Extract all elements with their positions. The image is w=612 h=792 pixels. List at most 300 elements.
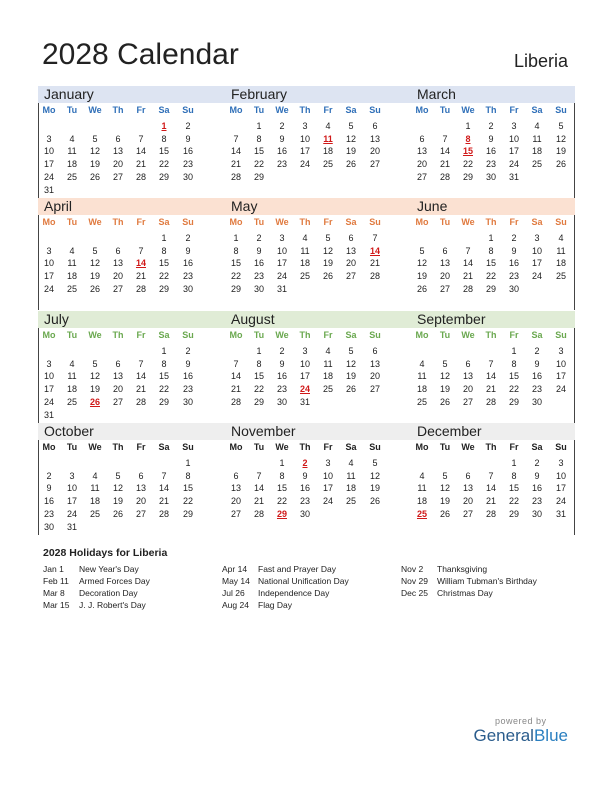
day-cell: 19 bbox=[439, 496, 450, 507]
day-cell: 7 bbox=[488, 470, 494, 481]
weekday-label: Su bbox=[555, 217, 567, 227]
weekday-label: Fr bbox=[136, 330, 146, 340]
weekday-label: Tu bbox=[66, 330, 78, 340]
day-cell: 25 bbox=[66, 396, 77, 407]
day-cell: 3 bbox=[325, 458, 331, 468]
day-cell: 16 bbox=[299, 483, 310, 494]
day-cell: 4 bbox=[302, 233, 308, 243]
day-cell: 30 bbox=[299, 508, 310, 519]
weekday-label: Sa bbox=[531, 217, 543, 227]
day-cell: 8 bbox=[279, 470, 285, 481]
day-cell: 22 bbox=[276, 496, 287, 507]
day-cell: 9 bbox=[185, 133, 191, 144]
day-cell: 12 bbox=[369, 470, 380, 481]
day-cell: 15 bbox=[276, 483, 287, 494]
holidays-title: 2028 Holidays for Liberia bbox=[43, 547, 168, 559]
day-cell: 27 bbox=[230, 508, 241, 519]
day-cell: 20 bbox=[462, 384, 473, 395]
day-cell: 12 bbox=[439, 371, 450, 382]
weekday-label: Su bbox=[182, 330, 194, 340]
weekday-label: Fr bbox=[509, 330, 519, 340]
holiday-name: Thanksgiving bbox=[437, 564, 488, 574]
weekday-label: Fr bbox=[136, 217, 146, 227]
holiday-item bbox=[43, 599, 150, 611]
holiday-item bbox=[222, 563, 349, 575]
day-cell: 29 bbox=[253, 171, 264, 182]
day-cell: 24 bbox=[276, 271, 287, 282]
holiday-day-cell: 14 bbox=[135, 258, 146, 269]
day-cell: 30 bbox=[182, 283, 193, 294]
day-cell: 24 bbox=[555, 496, 566, 507]
day-cell: 11 bbox=[67, 258, 77, 269]
weekday-label: Tu bbox=[439, 442, 451, 452]
day-cell: 9 bbox=[511, 245, 517, 256]
day-cell: 28 bbox=[230, 396, 241, 407]
month-block bbox=[411, 311, 575, 423]
day-cell: 13 bbox=[462, 371, 473, 382]
day-cell: 7 bbox=[465, 245, 471, 256]
day-cell: 18 bbox=[299, 258, 310, 269]
day-cell: 2 bbox=[185, 346, 191, 356]
day-cell: 2 bbox=[256, 233, 262, 243]
day-cell: 17 bbox=[276, 258, 287, 269]
day-cell: 17 bbox=[508, 146, 519, 157]
day-cell: 29 bbox=[182, 508, 193, 519]
day-cell: 16 bbox=[253, 258, 264, 269]
month-block bbox=[225, 311, 412, 423]
weekday-label: We bbox=[275, 330, 289, 340]
day-cell: 25 bbox=[299, 271, 310, 282]
day-cell: 3 bbox=[534, 233, 540, 243]
day-cell: 13 bbox=[416, 146, 427, 157]
day-cell: 1 bbox=[279, 458, 285, 468]
month-block bbox=[225, 86, 412, 198]
weekday-header bbox=[225, 105, 412, 117]
weekday-label: Sa bbox=[158, 330, 170, 340]
day-cell: 13 bbox=[135, 483, 146, 494]
weekday-label: We bbox=[461, 105, 475, 115]
day-cell: 17 bbox=[299, 371, 310, 382]
day-cell: 24 bbox=[555, 384, 566, 395]
day-cell: 6 bbox=[442, 245, 448, 256]
day-cell: 18 bbox=[66, 271, 77, 282]
day-cell: 21 bbox=[230, 384, 241, 395]
holiday-name: William Tubman's Birthday bbox=[437, 576, 537, 586]
holiday-date: Aug 24 bbox=[222, 600, 249, 610]
month-name: November bbox=[225, 423, 412, 440]
day-cell: 20 bbox=[439, 271, 450, 282]
month-name: February bbox=[225, 86, 412, 103]
day-cell: 15 bbox=[485, 258, 496, 269]
day-cell: 28 bbox=[135, 171, 146, 182]
day-cell: 8 bbox=[488, 245, 494, 256]
holiday-name: J. J. Robert's Day bbox=[79, 600, 146, 610]
day-cell: 5 bbox=[558, 121, 564, 131]
day-cell: 28 bbox=[253, 508, 264, 519]
day-cell: 13 bbox=[112, 371, 123, 382]
holiday-item bbox=[401, 563, 537, 575]
day-cell: 27 bbox=[112, 171, 123, 182]
day-cell: 5 bbox=[92, 358, 98, 369]
day-cell: 22 bbox=[508, 384, 519, 395]
weekday-label: Mo bbox=[229, 330, 243, 340]
day-cell: 25 bbox=[66, 171, 77, 182]
day-cell: 24 bbox=[43, 283, 54, 294]
day-cell: 10 bbox=[299, 358, 310, 369]
day-cell: 30 bbox=[276, 396, 287, 407]
day-cell: 22 bbox=[508, 496, 519, 507]
weekday-label: Fr bbox=[509, 105, 519, 115]
day-cell: 23 bbox=[182, 271, 193, 282]
weekday-label: Tu bbox=[439, 330, 451, 340]
weekday-label: Mo bbox=[415, 217, 429, 227]
weekday-header bbox=[411, 217, 575, 229]
day-cell: 9 bbox=[185, 358, 191, 369]
day-cell: 9 bbox=[488, 133, 494, 144]
day-cell: 17 bbox=[555, 371, 566, 382]
day-cell: 20 bbox=[112, 271, 123, 282]
day-cell: 21 bbox=[135, 384, 146, 395]
day-cell: 30 bbox=[43, 521, 54, 532]
weekday-label: Sa bbox=[531, 330, 543, 340]
day-cell: 25 bbox=[322, 384, 333, 395]
day-cell: 27 bbox=[462, 508, 473, 519]
day-cell: 19 bbox=[345, 146, 356, 157]
day-cell: 3 bbox=[511, 121, 517, 131]
day-cell: 21 bbox=[369, 258, 380, 269]
day-cell: 26 bbox=[439, 508, 450, 519]
day-cell: 10 bbox=[276, 245, 287, 256]
weekday-label: Su bbox=[182, 105, 194, 115]
day-cell: 6 bbox=[372, 121, 378, 131]
month-block bbox=[411, 423, 575, 535]
day-cell: 13 bbox=[369, 358, 380, 369]
weekday-label: Fr bbox=[323, 330, 333, 340]
day-cell: 6 bbox=[233, 470, 239, 481]
day-cell: 19 bbox=[345, 371, 356, 382]
day-cell: 11 bbox=[346, 470, 356, 481]
day-cell: 28 bbox=[135, 396, 146, 407]
day-cell: 14 bbox=[439, 146, 450, 157]
weekday-label: Su bbox=[369, 105, 381, 115]
day-cell: 22 bbox=[182, 496, 193, 507]
day-cell: 7 bbox=[138, 245, 144, 256]
day-cell: 4 bbox=[325, 346, 331, 356]
day-cell: 13 bbox=[230, 483, 241, 494]
day-cell: 18 bbox=[345, 483, 356, 494]
day-cell: 10 bbox=[299, 133, 310, 144]
day-cell: 2 bbox=[46, 470, 52, 481]
holiday-item bbox=[222, 575, 349, 587]
day-cell: 15 bbox=[158, 371, 169, 382]
day-cell: 27 bbox=[345, 271, 356, 282]
day-cell: 12 bbox=[89, 371, 100, 382]
day-cell: 11 bbox=[67, 371, 77, 382]
day-cell: 10 bbox=[43, 146, 54, 157]
weekday-label: Fr bbox=[136, 442, 146, 452]
day-cell: 13 bbox=[462, 483, 473, 494]
weekday-label: We bbox=[88, 442, 102, 452]
weekday-label: Th bbox=[112, 330, 124, 340]
day-cell: 8 bbox=[161, 245, 167, 256]
day-cell: 22 bbox=[230, 271, 241, 282]
month-name: May bbox=[225, 198, 412, 215]
day-cell: 12 bbox=[345, 133, 356, 144]
weekday-label: We bbox=[461, 442, 475, 452]
day-cell: 20 bbox=[369, 146, 380, 157]
day-cell: 17 bbox=[531, 258, 542, 269]
weekday-label: Sa bbox=[158, 217, 170, 227]
day-cell: 2 bbox=[511, 233, 517, 243]
day-cell: 2 bbox=[488, 121, 494, 131]
day-cell: 23 bbox=[276, 384, 287, 395]
holiday-date: Mar 15 bbox=[43, 600, 70, 610]
day-cell: 24 bbox=[531, 271, 542, 282]
day-cell: 19 bbox=[89, 271, 100, 282]
day-cell: 15 bbox=[182, 483, 193, 494]
weekday-label: Su bbox=[555, 330, 567, 340]
day-cell: 24 bbox=[508, 159, 519, 170]
day-cell: 16 bbox=[182, 146, 193, 157]
holiday-date: Mar 8 bbox=[43, 588, 65, 598]
day-cell: 28 bbox=[485, 396, 496, 407]
holiday-name: Christmas Day bbox=[437, 588, 493, 598]
day-cell: 16 bbox=[485, 146, 496, 157]
day-cell: 23 bbox=[43, 508, 54, 519]
day-cell: 31 bbox=[555, 508, 566, 519]
holiday-name: Armed Forces Day bbox=[79, 576, 150, 586]
day-cell: 25 bbox=[66, 283, 77, 294]
day-cell: 25 bbox=[531, 159, 542, 170]
weekday-label: Mo bbox=[229, 105, 243, 115]
weekday-label: Mo bbox=[229, 217, 243, 227]
weekday-label: Su bbox=[369, 217, 381, 227]
holiday-day-cell: 14 bbox=[369, 245, 380, 256]
day-cell: 8 bbox=[256, 133, 262, 144]
day-cell: 5 bbox=[348, 121, 354, 131]
day-cell: 14 bbox=[230, 146, 241, 157]
day-cell: 27 bbox=[112, 283, 123, 294]
day-cell: 31 bbox=[43, 184, 54, 195]
day-cell: 10 bbox=[531, 245, 542, 256]
day-cell: 22 bbox=[158, 271, 169, 282]
day-cell: 22 bbox=[462, 159, 473, 170]
day-cell: 9 bbox=[279, 358, 285, 369]
day-cell: 12 bbox=[322, 245, 333, 256]
day-cell: 23 bbox=[508, 271, 519, 282]
weekday-label: Th bbox=[112, 217, 124, 227]
day-cell: 31 bbox=[299, 396, 310, 407]
day-cell: 25 bbox=[89, 508, 100, 519]
month-block bbox=[225, 198, 412, 310]
day-cell: 22 bbox=[253, 384, 264, 395]
day-cell: 27 bbox=[135, 508, 146, 519]
day-cell: 3 bbox=[46, 358, 52, 369]
day-cell: 19 bbox=[416, 271, 427, 282]
day-cell: 24 bbox=[299, 159, 310, 170]
weekday-label: Fr bbox=[323, 105, 333, 115]
day-cell: 31 bbox=[276, 283, 287, 294]
day-cell: 4 bbox=[419, 358, 425, 369]
day-cell: 10 bbox=[555, 358, 566, 369]
day-cell: 15 bbox=[230, 258, 241, 269]
day-cell: 16 bbox=[182, 371, 193, 382]
day-cell: 16 bbox=[43, 496, 54, 507]
holiday-item bbox=[43, 587, 150, 599]
weekday-label: Th bbox=[485, 442, 497, 452]
day-cell: 3 bbox=[46, 245, 52, 256]
day-cell: 16 bbox=[276, 371, 287, 382]
day-cell: 9 bbox=[302, 470, 308, 481]
day-cell: 21 bbox=[135, 159, 146, 170]
day-cell: 11 bbox=[67, 146, 77, 157]
day-cell: 16 bbox=[531, 371, 542, 382]
weekday-label: Th bbox=[299, 105, 311, 115]
day-cell: 14 bbox=[485, 371, 496, 382]
month-name: December bbox=[411, 423, 575, 440]
day-cell: 4 bbox=[69, 245, 75, 256]
day-cell: 20 bbox=[416, 159, 427, 170]
day-cell: 1 bbox=[465, 121, 471, 131]
day-cell: 3 bbox=[46, 133, 52, 144]
day-cell: 10 bbox=[322, 470, 333, 481]
day-cell: 22 bbox=[158, 159, 169, 170]
day-cell: 2 bbox=[185, 233, 191, 243]
day-cell: 4 bbox=[348, 458, 354, 468]
day-cell: 7 bbox=[138, 358, 144, 369]
day-cell: 21 bbox=[253, 496, 264, 507]
day-cell: 13 bbox=[112, 146, 123, 157]
day-cell: 23 bbox=[276, 159, 287, 170]
month-block bbox=[411, 198, 575, 310]
day-cell: 17 bbox=[43, 159, 54, 170]
weekday-label: Mo bbox=[42, 330, 56, 340]
day-cell: 15 bbox=[253, 371, 264, 382]
day-cell: 28 bbox=[135, 283, 146, 294]
weekday-label: Sa bbox=[345, 105, 357, 115]
day-cell: 10 bbox=[43, 258, 54, 269]
day-cell: 23 bbox=[182, 384, 193, 395]
day-cell: 23 bbox=[485, 159, 496, 170]
day-cell: 26 bbox=[416, 283, 427, 294]
day-cell: 14 bbox=[253, 483, 264, 494]
day-cell: 6 bbox=[465, 358, 471, 369]
day-cell: 15 bbox=[158, 146, 169, 157]
day-cell: 9 bbox=[279, 133, 285, 144]
weekday-label: We bbox=[88, 330, 102, 340]
day-cell: 5 bbox=[348, 346, 354, 356]
day-cell: 7 bbox=[442, 133, 448, 144]
day-cell: 26 bbox=[555, 159, 566, 170]
day-cell: 6 bbox=[348, 233, 354, 243]
day-cell: 25 bbox=[555, 271, 566, 282]
day-cell: 23 bbox=[531, 384, 542, 395]
day-cell: 19 bbox=[439, 384, 450, 395]
day-cell: 3 bbox=[558, 346, 564, 356]
day-cell: 23 bbox=[253, 271, 264, 282]
day-cell: 7 bbox=[256, 470, 262, 481]
weekday-label: Sa bbox=[531, 442, 543, 452]
weekday-header bbox=[411, 330, 575, 342]
weekday-label: We bbox=[88, 217, 102, 227]
weekday-label: Su bbox=[369, 330, 381, 340]
day-cell: 4 bbox=[534, 121, 540, 131]
brand-name-part1: General bbox=[473, 726, 534, 745]
day-cell: 27 bbox=[462, 396, 473, 407]
day-cell: 7 bbox=[372, 233, 378, 243]
day-cell: 14 bbox=[135, 371, 146, 382]
day-cell: 3 bbox=[279, 233, 285, 243]
day-cell: 8 bbox=[233, 245, 239, 256]
weekday-label: Fr bbox=[509, 217, 519, 227]
holiday-date: Dec 25 bbox=[401, 588, 428, 598]
day-cell: 6 bbox=[419, 133, 425, 144]
day-cell: 21 bbox=[135, 271, 146, 282]
month-block bbox=[38, 198, 225, 310]
day-cell: 20 bbox=[112, 384, 123, 395]
month-name: January bbox=[38, 86, 225, 103]
day-cell: 23 bbox=[299, 496, 310, 507]
day-cell: 21 bbox=[158, 496, 169, 507]
day-cell: 13 bbox=[369, 133, 380, 144]
holiday-item bbox=[401, 587, 537, 599]
month-name: September bbox=[411, 311, 575, 328]
day-cell: 21 bbox=[462, 271, 473, 282]
day-cell: 26 bbox=[322, 271, 333, 282]
month-name: March bbox=[411, 86, 575, 103]
day-cell: 22 bbox=[485, 271, 496, 282]
weekday-label: Mo bbox=[42, 442, 56, 452]
day-cell: 2 bbox=[534, 346, 540, 356]
day-cell: 22 bbox=[253, 159, 264, 170]
day-cell: 19 bbox=[322, 258, 333, 269]
day-cell: 18 bbox=[322, 371, 333, 382]
day-cell: 3 bbox=[69, 470, 75, 481]
day-cell: 23 bbox=[182, 159, 193, 170]
weekday-label: Sa bbox=[531, 105, 543, 115]
day-cell: 12 bbox=[112, 483, 123, 494]
weekday-header bbox=[38, 330, 225, 342]
day-cell: 29 bbox=[158, 283, 169, 294]
day-cell: 18 bbox=[66, 384, 77, 395]
weekday-label: Mo bbox=[229, 442, 243, 452]
weekday-label: Su bbox=[555, 105, 567, 115]
day-cell: 7 bbox=[233, 133, 239, 144]
weekday-label: We bbox=[275, 217, 289, 227]
day-cell: 26 bbox=[112, 508, 123, 519]
weekday-label: Mo bbox=[415, 442, 429, 452]
day-cell: 21 bbox=[485, 384, 496, 395]
day-cell: 29 bbox=[158, 171, 169, 182]
holiday-column bbox=[43, 563, 150, 611]
holiday-column bbox=[401, 563, 537, 599]
day-cell: 16 bbox=[182, 258, 193, 269]
weekday-label: We bbox=[88, 105, 102, 115]
day-cell: 11 bbox=[300, 245, 310, 256]
day-cell: 18 bbox=[322, 146, 333, 157]
weekday-label: Mo bbox=[42, 217, 56, 227]
day-cell: 19 bbox=[89, 384, 100, 395]
weekday-label: Fr bbox=[323, 442, 333, 452]
day-cell: 20 bbox=[112, 159, 123, 170]
weekday-label: We bbox=[461, 330, 475, 340]
day-cell: 10 bbox=[66, 483, 77, 494]
day-cell: 28 bbox=[158, 508, 169, 519]
weekday-label: Th bbox=[485, 105, 497, 115]
day-cell: 31 bbox=[66, 521, 77, 532]
day-cell: 28 bbox=[230, 171, 241, 182]
weekday-label: Fr bbox=[323, 217, 333, 227]
